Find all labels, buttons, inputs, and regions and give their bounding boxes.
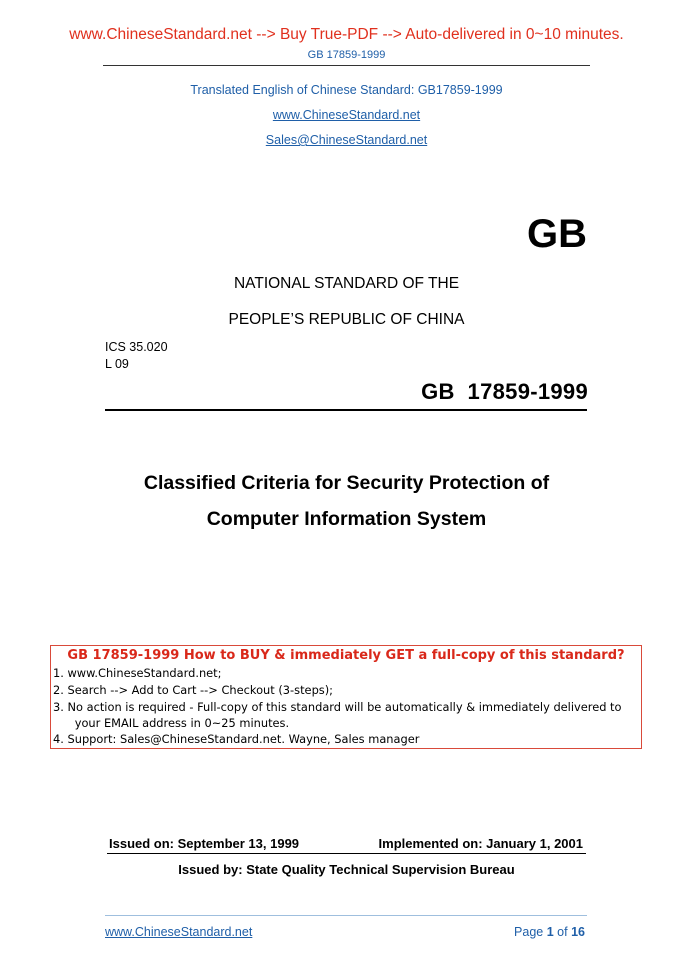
purchase-step-1[interactable]: 1. www.ChineseStandard.net;: [53, 666, 222, 680]
title-divider: [105, 409, 587, 411]
header-doc-ref: GB 17859-1999: [307, 49, 386, 61]
implemented-on-date: Implemented on: January 1, 2001: [378, 836, 583, 851]
purchase-box-title: GB 17859-1999 How to BUY & immediately GET a full-copy of this standard?: [67, 648, 625, 663]
website-link[interactable]: www.ChineseStandard.net: [272, 108, 421, 122]
purchase-step-2: 2. Search --> Add to Cart --> Checkout (3-steps);: [53, 683, 334, 697]
header-divider: [103, 65, 590, 66]
gb-logo: GB: [527, 212, 587, 256]
purchase-step-4: 4. Support: Sales@ChineseStandard.net. Wayne, Sales manager: [53, 732, 420, 746]
page-current: 1: [546, 925, 554, 939]
page-of: of: [557, 925, 568, 939]
footer-website-link[interactable]: www.ChineseStandard.net: [105, 925, 253, 939]
issued-by: Issued by: State Quality Technical Supervision Bureau: [178, 862, 515, 877]
top-banner[interactable]: www.ChineseStandard.net --> Buy True-PDF --> Auto-delivered in 0~10 minutes.: [69, 26, 624, 43]
ics-code: ICS 35.020: [105, 340, 168, 354]
purchase-info-box: [50, 645, 642, 749]
email-link[interactable]: Sales@ChineseStandard.net: [265, 133, 428, 147]
page-label: Page: [514, 925, 544, 939]
purchase-step-3-cont: your EMAIL address in 0~25 minutes.: [53, 716, 290, 730]
issued-on-date: Issued on: September 13, 1999: [109, 836, 300, 851]
email-link-row: [0, 133, 693, 147]
document-title-line2: Computer Information System: [206, 508, 487, 530]
footer-divider: [105, 915, 587, 916]
classification-code: L 09: [105, 357, 129, 371]
national-standard-line2: PEOPLE’S REPUBLIC OF CHINA: [228, 311, 465, 328]
issue-divider: [107, 853, 586, 854]
national-standard-line1: NATIONAL STANDARD OF THE: [233, 275, 460, 292]
website-link-row: [0, 108, 693, 122]
translation-note: Translated English of Chinese Standard: GB17859-1999: [190, 83, 503, 97]
document-title-line1: Classified Criteria for Security Protection of: [143, 472, 550, 494]
page-indicator: [514, 925, 585, 939]
purchase-step-3: 3. No action is required - Full-copy of this standard will be automatically & immediately delivered to: [53, 700, 622, 714]
page-total: 16: [571, 925, 585, 939]
standard-number: GB 17859-1999: [421, 379, 588, 404]
